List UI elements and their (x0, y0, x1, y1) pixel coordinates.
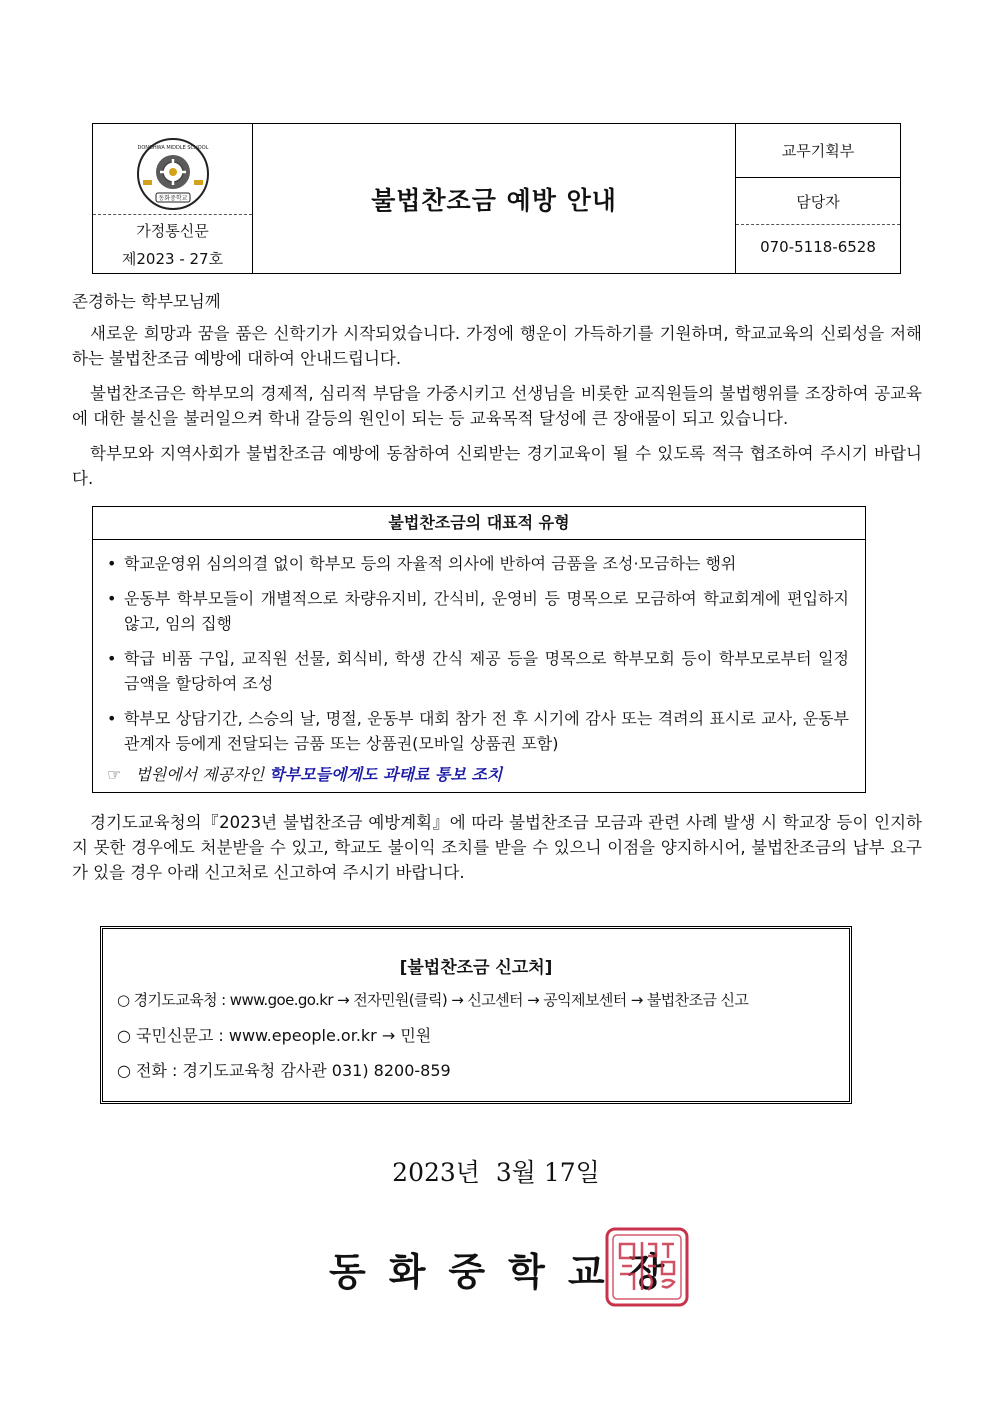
issue-date: 2023년 3월 17일 (392, 1158, 600, 1187)
note-prefix: 법원에서 제공자인 (135, 765, 270, 784)
logo-korean-name: 동화중학교 (158, 195, 188, 202)
paragraph-request: 학부모와 지역사회가 불법찬조금 예방에 동참하여 신뢰받는 경기교육이 될 수 있도록 적극 협조하여 주시기 바랍니다. (72, 444, 922, 488)
greeting: 존경하는 학부모님께 (72, 292, 221, 311)
illegal-donation-types-box (92, 506, 866, 793)
report-line-goe: ○ 경기도교육청 : www.goe.go.kr → 전자민원(클릭) → 신고센터 → 공익제보센터 → 불법찬조금 신고 (117, 991, 749, 1009)
contact-phone: 070-5118-6528 (760, 238, 876, 256)
report-line-phone: ○ 전화 : 경기도교육청 감사관 031) 8200-859 (117, 1061, 451, 1080)
list-item: • 학교운영위 심의의결 없이 학부모 등의 자율적 의사에 반하여 금품을 조성·모금하는 행위 (107, 551, 849, 576)
list-item: • 학급 비품 구입, 교직원 선물, 회식비, 학생 간식 제공 등을 명목으로 학부모회 등이 학부모로부터 일정 금액을 할당하여 조성 (107, 646, 849, 696)
note-highlight: 학부모들에게도 과태료 통보 조치 (269, 765, 503, 784)
official-seal-stamp (604, 1226, 690, 1308)
pointing-hand-icon: ☞ (107, 765, 122, 784)
header-right-cell (735, 124, 900, 273)
department: 교무기획부 (781, 142, 855, 160)
divider (736, 224, 900, 225)
report-channels-box (100, 926, 852, 1104)
school-logo (136, 137, 210, 211)
paragraph-intro: 새로운 희망과 꿈을 품은 신학기가 시작되었습니다. 가정에 행운이 가득하기를 기원하며, 학교교육의 신뢰성을 저해하는 불법찬조금 예방에 대하여 안내드립니다. (72, 324, 922, 368)
principal-signature: 동화중학교장 (329, 1250, 688, 1294)
newsletter-label: 가정통신문 (136, 222, 209, 240)
types-heading: 불법찬조금의 대표적 유형 (93, 507, 865, 540)
issue-number: 제2023 - 27호 (121, 250, 224, 268)
logo-area (93, 124, 252, 215)
paragraph-problem: 불법찬조금은 학부모의 경제적, 심리적 부담을 가중시키고 선생님을 비롯한 교직원들의 불법행위를 조장하여 공교육에 대한 불신을 불러일으켜 학내 갈등의 원인이 되는 등 교육목적 달성에 큰 장애물이 되고 있습니다. (72, 384, 922, 428)
contact-label: 담당자 (796, 193, 840, 211)
logo-english-name: DONGHWA MIDDLE SCHOOL (137, 145, 209, 151)
list-item: • 학부모 상담기간, 스승의 날, 명절, 운동부 대회 참가 전 후 시기에 감사 또는 격려의 표시로 교사, 운동부 관계자 등에게 전달되는 금품 또는 상품권(모바일 상품권 포함) (107, 706, 849, 756)
report-line-epeople: ○ 국민신문고 : www.epeople.or.kr → 민원 (117, 1026, 432, 1045)
divider (736, 177, 900, 178)
list-item: • 운동부 학부모들이 개별적으로 차량유지비, 간식비, 운영비 등 명목으로 모금하여 학교회계에 편입하지 않고, 임의 집행 (107, 586, 849, 636)
page-title: 불법찬조금 예방 안내 (371, 185, 617, 215)
paragraph-warning: 경기도교육청의『2023년 불법찬조금 예방계획』에 따라 불법찬조금 모금과 관련 사례 발생 시 학교장 등이 인지하지 못한 경우에도 처분받을 수 있고, 학교도 불이익 조치를 받을 수 있으니 이점을 양지하시어, 불법찬조금의 납부 요구가 있을 경우 아래 신고처로 신고하여 주시기 바랍니다. (72, 813, 922, 882)
report-title: [불법찬조금 신고처] (399, 958, 553, 978)
newsletter-header (92, 123, 901, 274)
header-left-cell (93, 124, 253, 273)
penalty-note (107, 762, 502, 785)
